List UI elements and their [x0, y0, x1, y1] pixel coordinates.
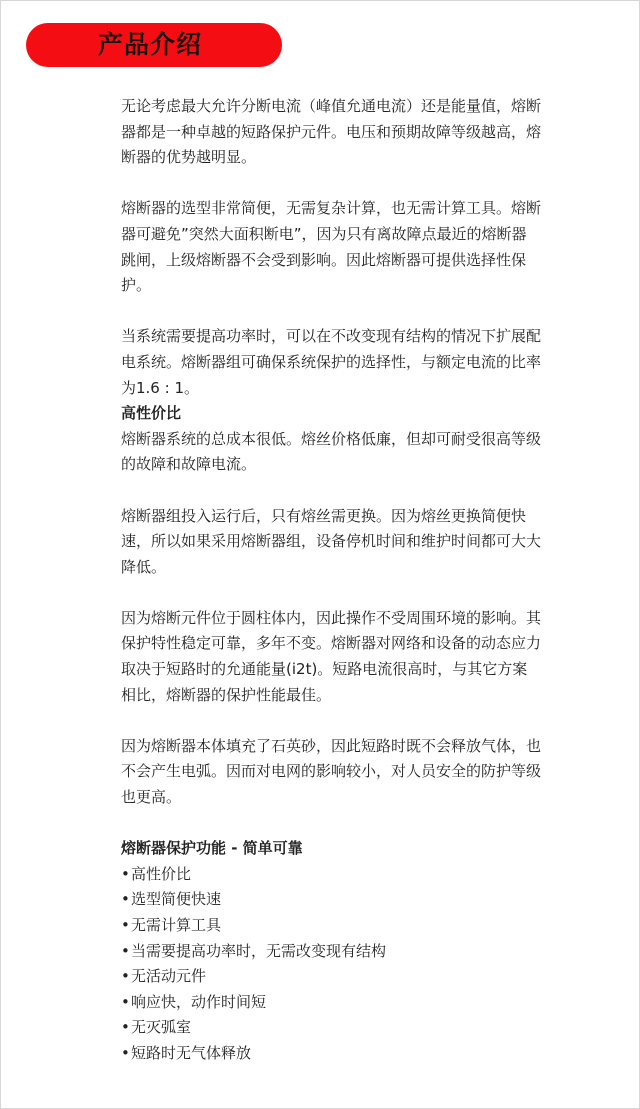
paragraph-reliability: 因为熔断元件位于圆柱体内，因此操作不受周围环境的影响。其保护特性稳定可靠，多年不变。熔断器对网络和设备的动态应力取决于短路时的允通能量(i2t)。短路电流很高时，与其它方案相比，熔断器的保护性能最佳。: [121, 608, 542, 704]
feature-list-item: • 高性价比: [121, 862, 541, 888]
feature-list-item: • 无活动元件: [121, 964, 541, 990]
heading-cost-effective: 高性价比: [121, 404, 182, 423]
feature-list-item: • 短路时无气体释放: [121, 1041, 541, 1067]
paragraph-spacer: [121, 580, 541, 606]
paragraph-cost: 熔断器系统的总成本很低。熔丝价格低廉，但却可耐受很高等级的故障和故障电流。: [121, 429, 542, 474]
paragraph-safety: 因为熔断器本体填充了石英砂，因此短路时既不会释放气体，也不会产生电弧。因而对电网的影响较小，对人员安全的防护等级也更高。: [121, 736, 542, 807]
paragraph-spacer: [121, 811, 541, 837]
feature-list-item: • 响应快，动作时间短: [121, 990, 541, 1016]
page-title: 产品介绍: [98, 30, 203, 59]
paragraph-intro: 无论考虑最大允许分断电流（峰值允通电流）还是能量值，熔断器都是一种卓越的短路保护元件。电压和预期故障等级越高，熔断器的优势越明显。: [121, 97, 542, 167]
paragraph-spacer: [121, 299, 541, 325]
heading-features: 熔断器保护功能 - 简单可靠: [121, 839, 303, 858]
feature-list-item: • 无需计算工具: [121, 913, 541, 939]
feature-list-item: • 无灭弧室: [121, 1015, 541, 1041]
article-body: [121, 94, 541, 1067]
feature-list-item: • 当需要提高功率时，无需改变现有结构: [121, 939, 541, 965]
paragraph-expansion: 当系统需要提高功率时，可以在不改变现有结构的情况下扩展配电系统。熔断器组可确保系统保护的选择性，与额定电流的比率为1.6 : 1。: [121, 327, 542, 397]
paragraph-maintenance: 熔断器组投入运行后，只有熔丝需更换。因为熔丝更换简便快速，所以如果采用熔断器组，设备停机时间和维护时间都可大大降低。: [121, 506, 542, 576]
paragraph-spacer: [121, 171, 541, 197]
paragraph-spacer: [121, 708, 541, 734]
paragraph-selection: 熔断器的选型非常简便，无需复杂计算，也无需计算工具。熔断器可避免”突然大面积断电”，因为只有离故障点最近的熔断器跳闸，上级熔断器不会受到影响。因此熔断器可提供选择性保护。: [121, 199, 542, 295]
title-banner: [26, 23, 282, 67]
paragraph-spacer: [121, 478, 541, 504]
feature-list: [121, 862, 541, 1067]
feature-list-item: • 选型简便快速: [121, 887, 541, 913]
